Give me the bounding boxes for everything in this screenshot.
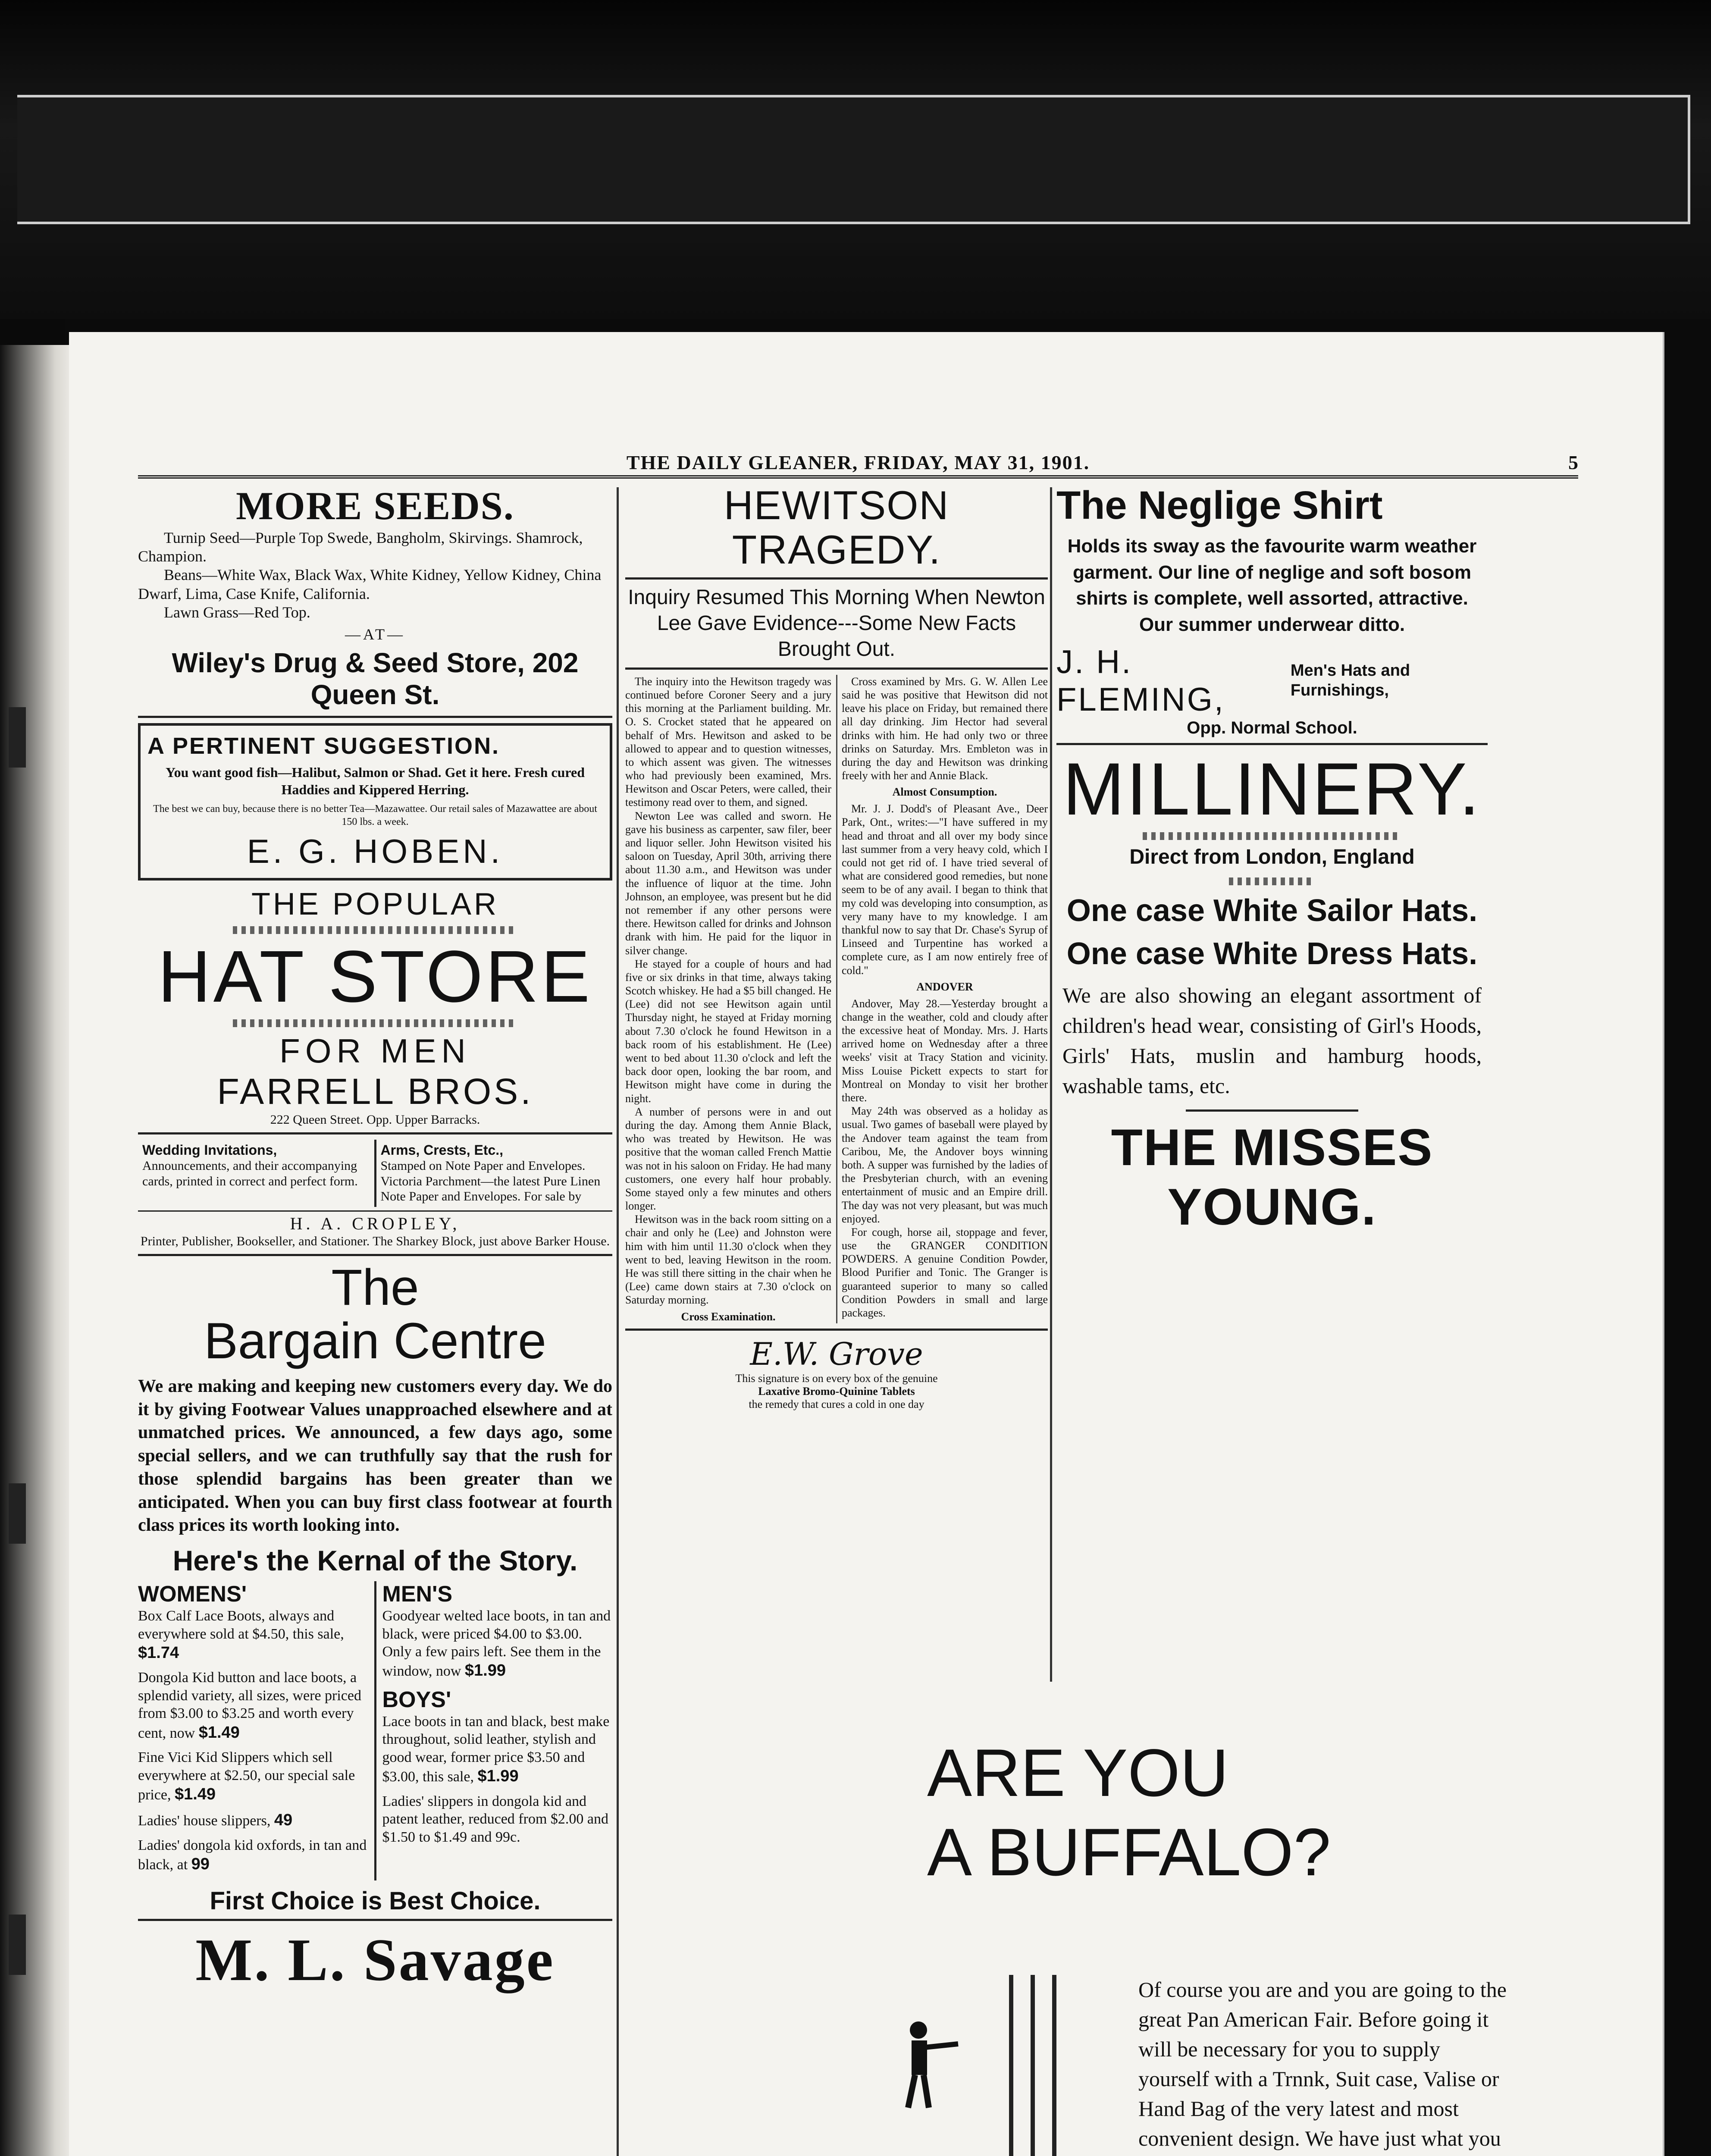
scan-border-top bbox=[0, 0, 1711, 319]
paragraph: Of course you are and you are going to the great Pan American Fair. Before going it will be necessary for you to supply yourself with a Trnnk, Suit case, Valise or Hand Bag of the very latest and most convenient design. We have just what you bbox=[1138, 1977, 1507, 2150]
column-rule bbox=[1050, 487, 1052, 1682]
paragraph: Mr. J. J. Dodd's of Pleasant Ave., Deer Park, Ont., writes:—"I have suffered in my head and throat and all over my body since last summer from a very heavy cold, which I could not get rid of. I have tried several of what are considered good remedies, but none seem to be of any avail. I began to think that my cold was developing into consumption, as very many have to my knowledge. I am thankful now to say that Dr. Chase's Syrup of Linseed and Turpentine has worked a complete cure, as I am now entirely free of cold." bbox=[842, 802, 1048, 977]
paragraph: May 24th was observed as a holiday as usual. Two games of baseball were played by the Andover team against the team from Caribou, Me, the Andover boys winning both. A supper was furnished by the ladies of the Presbyterian church, with an evening entertainment of music and an Empire drill. The day was not very pleasant, but was much enjoyed. bbox=[842, 1105, 1048, 1225]
paragraph: Andover, May 28.—Yesterday brought a change in the weather, cold and cloudy after the excessive heat of Monday. Mrs. J. Harts arrived home on Wednesday after a three weeks' visit at Tracy Station and vicinity. Miss Louise Pickett expects to start for Montreal on Monday to visit her brother there. bbox=[842, 997, 1048, 1104]
mens-column bbox=[374, 1581, 613, 1880]
seeds-ad bbox=[138, 483, 612, 711]
price: $1.49 bbox=[174, 1785, 216, 1804]
pointing-man-icon bbox=[893, 2018, 962, 2113]
laxative-line: Laxative Bromo-Quinine Tablets bbox=[758, 1385, 915, 1398]
divider bbox=[1056, 743, 1488, 745]
hoben-name: E. G. HOBEN. bbox=[247, 832, 504, 870]
edge-mark bbox=[9, 1483, 26, 1544]
seeds-line: Beans—White Wax, Black Wax, White Kidney, Yellow Kidney, China Dwarf, Lima, Case Knife, California. bbox=[138, 566, 602, 602]
tragedy-body bbox=[625, 675, 1048, 1323]
millinery-ad bbox=[1056, 747, 1488, 1237]
seeds-line: Lawn Grass—Red Top. bbox=[164, 603, 310, 621]
cropley-name: H. A. CROPLEY, bbox=[138, 1210, 612, 1234]
millinery-case: One case White Sailor Hats. bbox=[1066, 893, 1478, 928]
hoben-ad bbox=[138, 723, 612, 881]
bargain-kernal: Here's the Kernal of the Story. bbox=[172, 1545, 578, 1577]
paragraph: A number of persons were in and out during the day. Among them Annie Black, who was treated by Hewitson. He was positive that the woman called French Mattie was not in his saloon on Friday. He had many customers, one every half hour probably. Some stayed only a few minutes and others longer. bbox=[625, 1105, 831, 1213]
seeds-at: —AT— bbox=[345, 625, 405, 643]
list-item: Lace boots in tan and black, best make throughout, solid leather, stylish and good wear, former price $3.50 and $3.00, this sale, $1.99 bbox=[382, 1713, 610, 1786]
section-head: Almost Consumption. bbox=[892, 786, 997, 799]
cropley-footer: Printer, Publisher, Bookseller, and Stationer. The Sharkey Block, just above Barker House. bbox=[140, 1234, 610, 1248]
list-item: Box Calf Lace Boots, always and everywhere sold at $4.50, this sale, $1.74 bbox=[138, 1608, 344, 1662]
laxative-line: This signature is on every box of the genuine bbox=[735, 1372, 938, 1385]
cropley-ad bbox=[138, 1140, 612, 1249]
page-number: 5 bbox=[1568, 451, 1578, 473]
cropley-text: Stamped on Note Paper and Envelopes. Victoria Parchment—the latest Pure Linen Note Paper and Envelopes. For sale by bbox=[380, 1159, 601, 1204]
divider bbox=[138, 1254, 612, 1256]
previous-page-edge bbox=[0, 345, 69, 2156]
paragraph: The inquiry into the Hewitson tragedy was continued before Coroner Seery and a jury this morning at the Parliament building. Mr. O. S. Crocket stated that he appeared on behalf of Mrs. Hewitson and asked to be allowed to appear and to question witnesses, to which assent was given. The witnesses who had previously been examined, Mrs. Hewitson and Oscar Peters, were called, their testimony read over to them, and signed. bbox=[625, 675, 831, 809]
film-strip bbox=[17, 95, 1690, 224]
womens-label: WOMENS' bbox=[138, 1582, 247, 1607]
scan-border-left bbox=[0, 319, 65, 2156]
cropley-head: Wedding Invitations, bbox=[142, 1142, 277, 1158]
fleming-opp: Opp. Normal School. bbox=[1187, 718, 1357, 737]
list-item: Goodyear welted lace boots, in tan and black, were priced $4.00 to $3.00. Only a few pairs left. See them in the window, now $1.99 bbox=[382, 1608, 611, 1680]
price: $1.49 bbox=[198, 1723, 240, 1742]
hat-popular: THE POPULAR bbox=[251, 887, 499, 921]
fleming-name: J. H. FLEMING, bbox=[1056, 643, 1225, 718]
neglige-ad bbox=[1056, 483, 1488, 738]
masthead: THE DAILY GLEANER, FRIDAY, MAY 31, 1901. bbox=[626, 451, 1090, 473]
tragedy-subhead: Inquiry Resumed This Morning When Newton Lee Gave Evidence---Some New Facts Brought Out. bbox=[628, 586, 1045, 661]
boys-label: BOYS' bbox=[382, 1687, 451, 1712]
cropley-text: Announcements, and their accompanying cards, printed in correct and perfect form. bbox=[142, 1159, 358, 1188]
bargain-choice: First Choice is Best Choice. bbox=[210, 1887, 541, 1915]
paragraph: Cross examined by Mrs. G. W. Allen Lee said he was positive that Hewitson did not leave his place on Friday, but remained there all day drinking. Jim Hector had several drinks with him. He had only two or three drinks on Saturday. Mrs. Embleton was in during the day and Hewitson was drinking freely with her and Annie Black. bbox=[842, 675, 1048, 782]
wiley-store: Wiley's Drug & Seed Store, 202 Queen St. bbox=[172, 647, 579, 710]
neglige-text: Holds its sway as the favourite warm weather garment. Our line of neglige and soft bosom shirts is complete, well assorted, attractive. Our summer underwear ditto. bbox=[1067, 536, 1477, 636]
fleming-line bbox=[1056, 643, 1488, 718]
millinery-direct: Direct from London, England bbox=[1129, 846, 1415, 869]
paragraph: He stayed for a couple of hours and had five or six drinks in that time, always taking Scotch whiskey. He had a $5 bill changed. He (Lee) did not see Hewitson again until Thursday night, he stayed at Friday morning about 7.30 o'clock he found Hewitson in a back room of his establishment. He (Lee) went to bed about 11.30 o'clock and left the back door open, looking the bar room, and Hewitson might have come in during the night. bbox=[625, 957, 831, 1105]
misses-young: THE MISSES YOUNG. bbox=[1111, 1119, 1433, 1236]
cropley-head: Arms, Crests, Etc., bbox=[380, 1142, 504, 1158]
divider bbox=[138, 1132, 612, 1134]
price: $1.99 bbox=[477, 1767, 519, 1786]
list-item: Fine Vici Kid Slippers which sell everywhere at $2.50, our special sale price, $1.49 bbox=[138, 1749, 355, 1804]
edge-mark bbox=[9, 1915, 26, 1975]
savage-name: M. L. Savage bbox=[138, 1919, 612, 1995]
paragraph: For cough, horse ail, stoppage and fever, use the GRANGER CONDITION POWDERS. A genuine Condition Powder, Blood Purifier and Tonic. The Granger is guaranteed superior to many so called Condition Powders in small and large packages. bbox=[842, 1225, 1048, 1319]
millinery-title: MILLINERY. bbox=[1062, 747, 1482, 830]
buffalo-headline: A BUFFALO? bbox=[927, 1815, 1331, 1890]
section-head: Cross Examination. bbox=[681, 1310, 776, 1323]
hat-address: 222 Queen Street. Opp. Upper Barracks. bbox=[270, 1112, 480, 1127]
masthead-bar bbox=[138, 448, 1578, 479]
neglige-title: The Neglige Shirt bbox=[1056, 483, 1383, 527]
column-rule bbox=[617, 487, 619, 2156]
hoben-text: You want good fish—Halibut, Salmon or Shad. Get it here. Fresh cured Haddies and Kippered Herring. bbox=[166, 764, 585, 797]
womens-column bbox=[138, 1581, 368, 1880]
divider bbox=[1186, 1109, 1358, 1112]
buffalo-copy bbox=[1138, 1975, 1509, 2156]
hoben-fine: The best we can buy, because there is no better Tea—Mazawattee. Our retail sales of Mazawattee are about 150 lbs. a week. bbox=[153, 803, 597, 827]
bargain-title: Bargain Centre bbox=[204, 1312, 546, 1369]
ornament bbox=[1229, 877, 1315, 885]
newspaper-page bbox=[69, 332, 1664, 2156]
buffalo-ad bbox=[867, 1733, 1514, 2156]
paragraph: Hewitson was in the back room sitting on a chair and only he (Lee) and Johnston were him with him until 11.30 o'clock when they went to bed, leaving Hewitson in the room. He was still there sitting in the chair when he (Lee) came down stairs at 7.30 o'clock on Saturday morning. bbox=[625, 1213, 831, 1307]
millinery-case: One case White Dress Hats. bbox=[1066, 937, 1478, 971]
column-right bbox=[1056, 483, 1488, 1237]
bargain-intro: We are making and keeping new customers every day. We do it by giving Footwear Values unapproached elsewhere and at unmatched prices. We announced, a few days ago, some special sellers, and we can truthfully say that the rush for those splendid bargains has been greater than we anticipated. When you can buy first class footwear at fourth class prices its worth looking into. bbox=[138, 1376, 612, 1536]
paragraph: Newton Lee was called and sworn. He gave his business as carpenter, saw filer, beer and liquor seller. John Hewitson visited his saloon on Tuesday, April 30th, arriving there about 11.30 a.m., and Hewitson was under the influence of liquor at the time. John Johnson, an employee, was present but he did not remember if any other persons were there. Hewitson called for drinks and Johnson drank with him. He paid for the liquor in silver change. bbox=[625, 809, 831, 957]
list-item: Dongola Kid button and lace boots, a splendid variety, all sizes, were priced from $3.00 to $3.25 and worth every cent, now $1.49 bbox=[138, 1670, 361, 1742]
buffalo-headline: ARE YOU bbox=[927, 1736, 1229, 1811]
seeds-title: MORE SEEDS. bbox=[236, 484, 514, 528]
mens-label: MEN'S bbox=[382, 1582, 453, 1607]
edge-mark bbox=[9, 707, 26, 768]
ornament bbox=[1143, 832, 1401, 840]
bargain-title: The bbox=[331, 1259, 419, 1316]
grove-signature: E.W. Grove bbox=[750, 1335, 923, 1372]
column-left bbox=[138, 483, 612, 1995]
price: $1.99 bbox=[464, 1661, 506, 1680]
ornament bbox=[233, 926, 517, 934]
millinery-desc: We are also showing an elegant assortment of children's head wear, consisting of Girl's Hoods, Girls' Hats, muslin and hamburg hoods, washable tams, etc. bbox=[1062, 983, 1482, 1098]
price: 99 bbox=[191, 1855, 210, 1874]
price: 49 bbox=[274, 1811, 293, 1830]
list-item: Ladies' dongola kid oxfords, in tan and black, at 99 bbox=[138, 1837, 367, 1874]
hat-store-ad bbox=[138, 887, 612, 1128]
divider bbox=[625, 577, 1048, 580]
tragedy-headline: HEWITSON TRAGEDY. bbox=[724, 483, 950, 573]
column-center bbox=[625, 483, 1048, 1411]
list-item: Ladies' slippers in dongola kid and patent leather, reduced from $2.00 and $1.50 to $1.49 and 99c. bbox=[382, 1793, 608, 1845]
hoben-title: A PERTINENT SUGGESTION. bbox=[147, 733, 500, 759]
divider bbox=[625, 1329, 1048, 1331]
list-item: Ladies' house slippers, 49 bbox=[138, 1811, 293, 1830]
hat-store-title: HAT STORE bbox=[157, 935, 593, 1018]
divider bbox=[138, 716, 612, 718]
section-head: ANDOVER bbox=[916, 980, 973, 993]
decorative-lines bbox=[1009, 1975, 1056, 2156]
farrell-bros: FARRELL BROS. bbox=[217, 1071, 533, 1112]
laxative-line: the remedy that cures a cold in one day bbox=[749, 1398, 924, 1410]
bargain-centre-ad bbox=[138, 1261, 612, 1995]
price: $1.74 bbox=[138, 1643, 179, 1662]
hat-for-men: FOR MEN bbox=[279, 1032, 471, 1070]
seeds-line: Turnip Seed—Purple Top Swede, Bangholm, Skirvings. Shamrock, Champion. bbox=[138, 529, 583, 565]
ornament bbox=[233, 1019, 517, 1027]
fleming-side: Men's Hats and Furnishings, bbox=[1290, 661, 1410, 699]
divider bbox=[625, 667, 1048, 670]
